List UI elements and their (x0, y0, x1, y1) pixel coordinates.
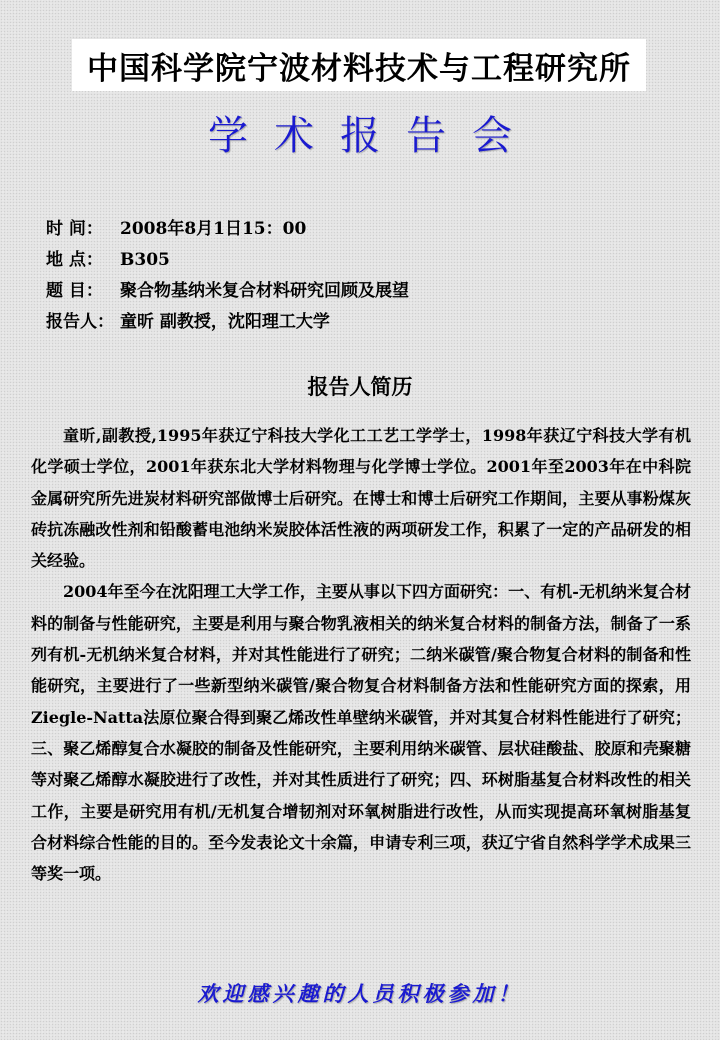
event-info (46, 215, 409, 339)
info-row-speaker (46, 308, 409, 339)
event-title: 学术报告会 (208, 113, 538, 159)
bio-body (31, 420, 691, 889)
time-value: 2008年8月1日15：00 (120, 219, 307, 239)
bio-paragraph-1: 童昕,副教授,1995年获辽宁科技大学化工工艺工学学士，1998年获辽宁科技大学有机化学硕士学位，2001年获东北大学材料物理与化学博士学位。2001年至2003年在中科院金属研究所先进炭材料研究部做博士后研究。在博士和博士后研究工作期间，主要从事粉煤灰砖抗冻融改性剂和铅酸蓄电池纳米炭胶体活性液的两项研发工作，积累了一定的产品研发的相关经验。 (31, 426, 691, 571)
bio-paragraph-2: 2004年至今在沈阳理工大学工作，主要从事以下四方面研究：一、有机-无机纳米复合材料的制备与性能研究，主要是利用与聚合物乳液相关的纳米复合材料的制备方法，制备了一系列有机-无机纳米复合材料，并对其性能进行了研究；二纳米碳管/聚合物复合材料的制备和性能研究，主要进行了一些新型纳米碳管/聚合物复合材料制备方法和性能研究方面的探索，用Ziegle-Natta法原位聚合得到聚乙烯改性单壁纳米碳管，并对其复合材料性能进行了研究；三、聚乙烯醇复合水凝胶的制备及性能研究，主要利用纳米碳管、层状硅酸盐、胶原和壳聚糖等对聚乙烯醇水凝胶进行了改性，并对其性质进行了研究；四、环树脂基复合材料改性的相关工作，主要是研究用有机/无机复合增韧剂对环氧树脂进行改性，从而实现提高环氧树脂基复合材料综合性能的目的。至今发表论文十余篇，申请专利三项，获辽宁省自然科学学术成果三等奖一项。 (31, 582, 691, 884)
info-row-time (46, 215, 409, 246)
welcome-message: 欢迎感兴趣的人员积极参加！ (197, 981, 523, 1006)
institute-name: 中国科学院宁波材料技术与工程研究所 (87, 50, 631, 87)
topic-label: 题 目： (46, 281, 103, 301)
time-label: 时 间： (46, 219, 103, 239)
place-label: 地 点： (46, 250, 103, 270)
topic-value: 聚合物基纳米复合材料研究回顾及展望 (120, 281, 409, 301)
info-row-topic (46, 277, 409, 308)
bio-heading: 报告人简历 (307, 374, 413, 399)
speaker-label: 报告人： (46, 312, 114, 332)
institute-banner (72, 39, 646, 91)
place-value: B305 (120, 250, 170, 270)
info-row-place (46, 246, 409, 277)
speaker-value: 童昕 副教授，沈阳理工大学 (120, 312, 330, 332)
